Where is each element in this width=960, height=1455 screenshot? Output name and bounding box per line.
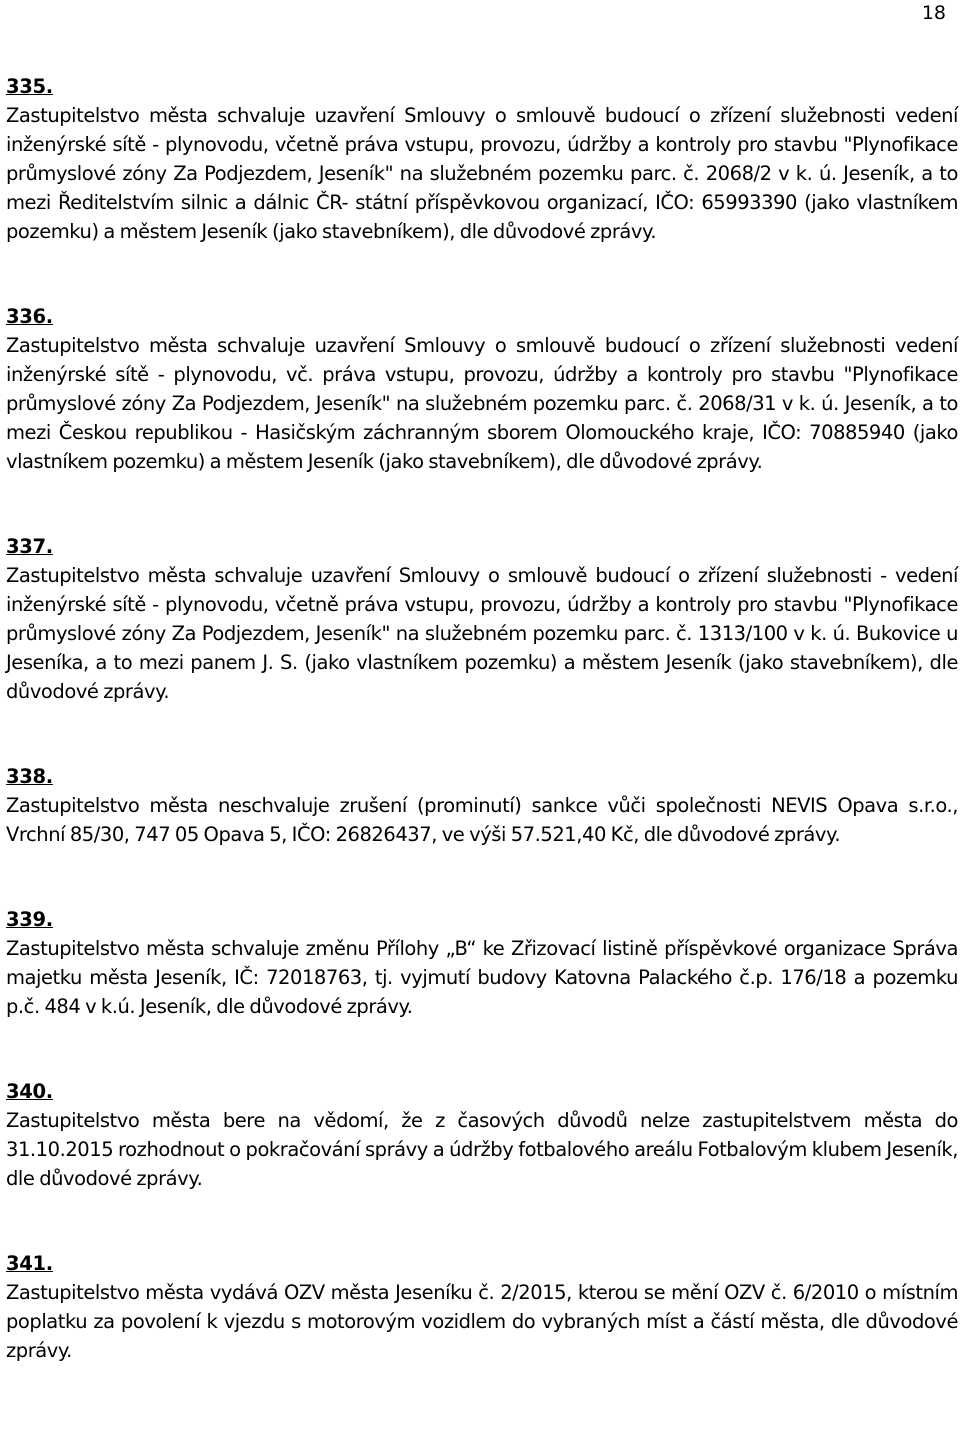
resolution-number: 335. bbox=[6, 75, 53, 98]
resolution-341 bbox=[6, 1249, 958, 1365]
resolution-number: 336. bbox=[6, 305, 53, 328]
resolution-text: Zastupitelstvo města schvaluje uzavření Smlouvy o smlouvě budoucí o zřízení služebnosti vedení inženýrské sítě - plynovodu, včetně práva vstupu, provozu, údržby a kontroly pro stavbu "Plynofikace průmyslové zóny Za Podjezdem, Jeseník" na služebném pozemku parc. č. 2068/2 v k. ú. Jeseník, a to mezi Ředitelstvím silnic a dálnic ČR- státní příspěvkovou organizací, IČO: 65993390 (jako vlastníkem pozemku) a městem Jeseník (jako stavebníkem), dle důvodové zprávy. bbox=[6, 104, 958, 243]
resolution-number: 337. bbox=[6, 535, 53, 558]
resolution-336 bbox=[6, 302, 958, 476]
resolution-text: Zastupitelstvo města schvaluje změnu Přílohy „B“ ke Zřizovací listině příspěvkové organizace Správa majetku města Jeseník, IČ: 72018763, tj. vyjmutí budovy Katovna Palackého č.p. 176/18 a pozemku p.č. 484 v k.ú. Jeseník, dle důvodové zprávy. bbox=[6, 937, 958, 1018]
resolution-text: Zastupitelstvo města schvaluje uzavření Smlouvy o smlouvě budoucí o zřízení služebnosti - vedení inženýrské sítě - plynovodu, včetně práva vstupu, provozu, údržby a kontroly pro stavbu "Plynofikace průmyslové zóny Za Podjezdem, Jeseník" na služebném pozemku parc. č. 1313/100 v k. ú. Bukovice u Jeseníka, a to mezi panem J. S. (jako vlastníkem pozemku) a městem Jeseník (jako stavebníkem), dle důvodové zprávy. bbox=[6, 564, 958, 703]
resolution-text: Zastupitelstvo města vydává OZV města Jeseníku č. 2/2015, kterou se mění OZV č. 6/2010 o místním poplatku za povolení k vjezdu s motorovým vozidlem do vybraných míst a částí města, dle důvodové zprávy. bbox=[6, 1281, 958, 1362]
page-number: 18 bbox=[921, 2, 946, 24]
resolution-338 bbox=[6, 762, 958, 849]
resolution-number: 341. bbox=[6, 1252, 53, 1275]
resolution-339 bbox=[6, 905, 958, 1021]
resolution-340 bbox=[6, 1077, 958, 1193]
resolution-text: Zastupitelstvo města schvaluje uzavření Smlouvy o smlouvě budoucí o zřízení služebnosti vedení inženýrské sítě - plynovodu, vč. práva vstupu, provozu, údržby a kontroly pro stavbu "Plynofikace průmyslové zóny Za Podjezdem, Jeseník" na služebném pozemku parc. č. 2068/31 v k. ú. Jeseník, a to mezi Českou republikou - Hasičským záchranným sborem Olomouckého kraje, IČO: 70885940 (jako vlastníkem pozemku) a městem Jeseník (jako stavebníkem), dle důvodové zprávy. bbox=[6, 334, 958, 473]
resolution-number: 340. bbox=[6, 1080, 53, 1103]
resolutions-list bbox=[6, 72, 958, 1365]
resolution-number: 339. bbox=[6, 908, 53, 931]
resolution-text: Zastupitelstvo města neschvaluje zrušení (prominutí) sankce vůči společnosti NEVIS Opava s.r.o., Vrchní 85/30, 747 05 Opava 5, IČO: 26826437, ve výši 57.521,40 Kč, dle důvodové zprávy. bbox=[6, 794, 958, 846]
resolution-text: Zastupitelstvo města bere na vědomí, že z časových důvodů nelze zastupitelstvem města do 31.10.2015 rozhodnout o pokračování správy a údržby fotbalového areálu Fotbalovým klubem Jeseník, dle důvodové zprávy. bbox=[6, 1109, 958, 1190]
resolution-337 bbox=[6, 532, 958, 706]
resolution-number: 338. bbox=[6, 765, 53, 788]
resolution-335 bbox=[6, 72, 958, 246]
